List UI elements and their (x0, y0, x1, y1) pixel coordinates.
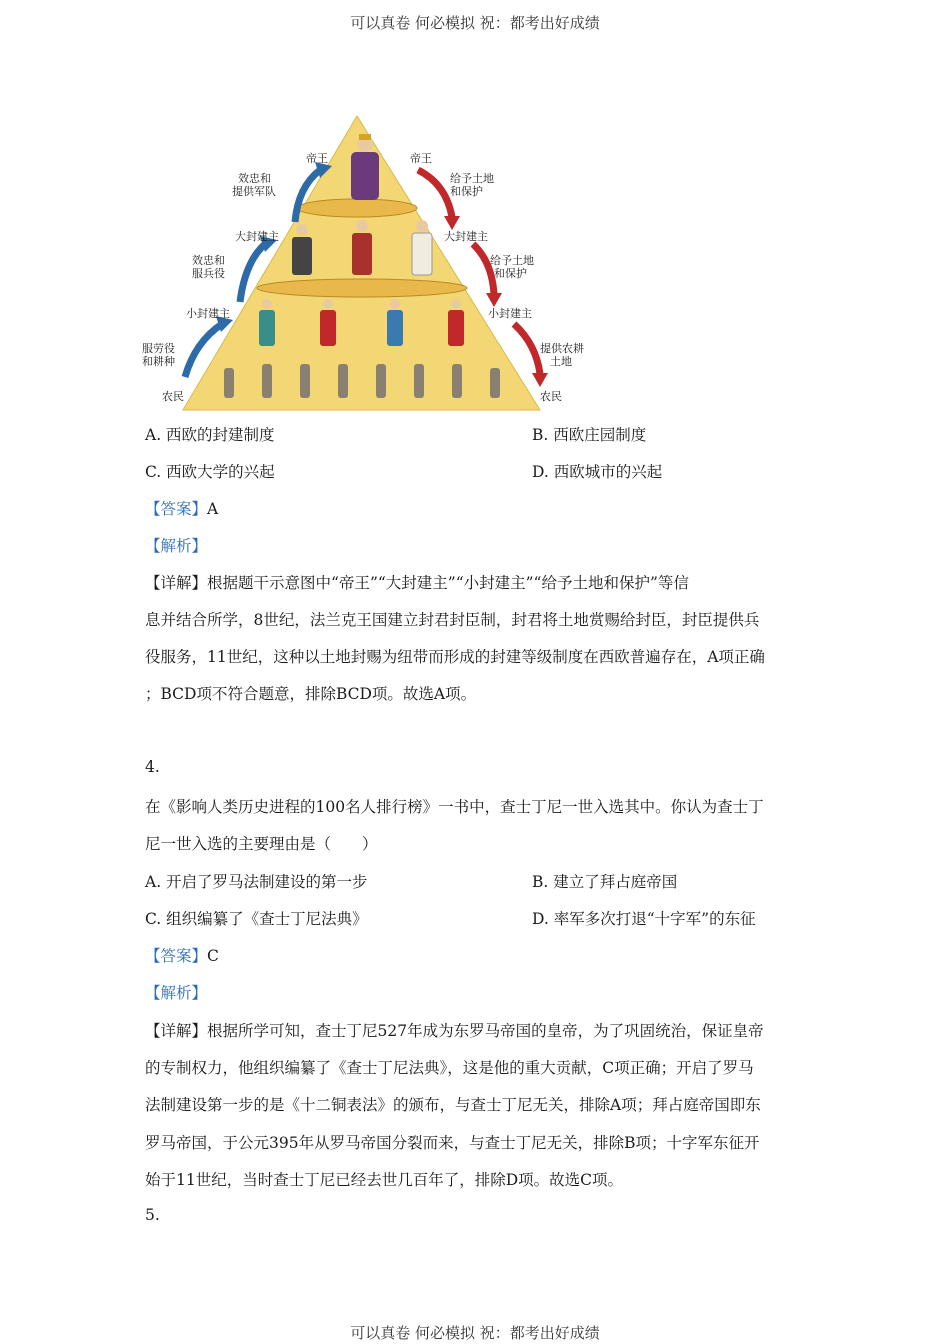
q4-stem-line-2: 尼一世入选的主要理由是（ ） (145, 835, 378, 853)
red-arrowhead-1 (444, 216, 460, 230)
label-small-lord-right: 小封建主 (488, 307, 532, 320)
label-land-protect-2b: 和保护 (494, 267, 527, 280)
page-header: 可以真卷 何必模拟 祝：都考出好成绩 (350, 14, 600, 32)
q4-analysis (145, 981, 207, 1003)
q3-detail-text-1: 根据题干示意图中“帝王”“大封建主”“小封建主”“给予土地和保护”等信 (207, 574, 689, 592)
q4-analysis-tag: 【解析】 (145, 984, 208, 1002)
red-arrowhead-3 (532, 373, 548, 387)
label-farmland-1: 提供农耕 (540, 342, 584, 355)
q4-option-d: D. 率军多次打退“十字军”的东征 (532, 910, 756, 928)
q3-detail-line-2: 息并结合所学，8世纪，法兰克王国建立封君封臣制，封君将土地赏赐给封臣，封臣提供兵 (145, 611, 760, 629)
feudal-pyramid-figure (140, 112, 600, 412)
q4-option-a: A. 开启了罗马法制建设的第一步 (145, 873, 368, 891)
q3-option-a: A. 西欧的封建制度 (145, 426, 275, 444)
label-king-right: 帝王 (410, 152, 432, 165)
q4-detail-line-3: 法制建设第一步的是《十二铜表法》的颁布，与查士丁尼无关，排除A项；拜占庭帝国即东 (145, 1096, 761, 1114)
label-great-lord-right: 大封建主 (444, 230, 488, 243)
label-labor-1: 服劳役 (142, 342, 175, 355)
label-labor-2: 和耕种 (142, 355, 175, 368)
label-small-lord-left: 小封建主 (186, 307, 230, 320)
q3-answer-tag: 【答案】 (145, 500, 208, 518)
label-loyalty-service-1: 效忠和 (192, 254, 225, 267)
label-king-left: 帝王 (306, 152, 328, 165)
q4-stem-line-1: 在《影响人类历史进程的100名人排行榜》一书中，查士丁尼一世入选其中。你认为查士丁 (145, 798, 764, 816)
king-platform (297, 199, 417, 217)
label-peasant-left: 农民 (162, 390, 184, 403)
q4-number: 4. (145, 758, 160, 776)
label-land-protect-1a: 给予土地 (450, 172, 494, 185)
q3-detail-line-1 (145, 571, 689, 593)
q3-analysis-tag: 【解析】 (145, 537, 208, 555)
q3-detail-line-4: ；BCD项不符合题意，排除BCD项。故选A项。 (145, 685, 477, 703)
q3-detail-line-3: 役服务，11世纪，这种以土地封赐为纽带而形成的封建等级制度在西欧普遍存在，A项正确 (145, 648, 765, 666)
q4-detail-line-2: 的专制权力，他组织编纂了《查士丁尼法典》，这是他的重大贡献，C项正确；开启了罗马 (145, 1059, 754, 1077)
q4-detail-tag: 【详解】 (145, 1022, 208, 1040)
label-land-protect-1b: 和保护 (450, 185, 483, 198)
label-loyalty-army-1: 效忠和 (238, 172, 271, 185)
label-land-protect-2a: 给予土地 (490, 254, 534, 267)
label-peasant-right: 农民 (540, 390, 562, 403)
label-loyalty-army-2: 提供军队 (232, 185, 276, 198)
q4-detail-line-1 (145, 1019, 764, 1041)
q3-answer-value: A (207, 500, 219, 518)
q3-option-b: B. 西欧庄园制度 (532, 426, 647, 444)
q5-number: 5. (145, 1206, 160, 1224)
q4-detail-text-1: 根据所学可知，查士丁尼527年成为东罗马帝国的皇帝，为了巩固统治，保证皇帝 (207, 1022, 764, 1040)
q4-answer (145, 944, 219, 966)
q4-answer-tag: 【答案】 (145, 947, 208, 965)
q4-detail-line-4: 罗马帝国，于公元395年从罗马帝国分裂而来，与查士丁尼无关，排除B项；十字军东征开 (145, 1134, 760, 1152)
q3-detail-tag: 【详解】 (145, 574, 208, 592)
red-arrowhead-2 (486, 293, 502, 307)
q4-option-b: B. 建立了拜占庭帝国 (532, 873, 678, 891)
q4-answer-value: C (207, 947, 219, 965)
lords-platform (257, 279, 467, 297)
q4-detail-line-5: 始于11世纪，当时查士丁尼已经去世几百年了，排除D项。故选C项。 (145, 1171, 624, 1189)
q3-analysis (145, 534, 207, 556)
q3-option-d: D. 西欧城市的兴起 (532, 463, 663, 481)
q4-option-c: C. 组织编纂了《查士丁尼法典》 (145, 910, 368, 928)
label-great-lord-left: 大封建主 (235, 230, 279, 243)
q3-option-c: C. 西欧大学的兴起 (145, 463, 275, 481)
q3-answer (145, 497, 218, 519)
label-farmland-2: 土地 (550, 355, 572, 368)
label-loyalty-service-2: 服兵役 (192, 267, 225, 280)
page-footer: 可以真卷 何必模拟 祝：都考出好成绩 (350, 1324, 600, 1342)
